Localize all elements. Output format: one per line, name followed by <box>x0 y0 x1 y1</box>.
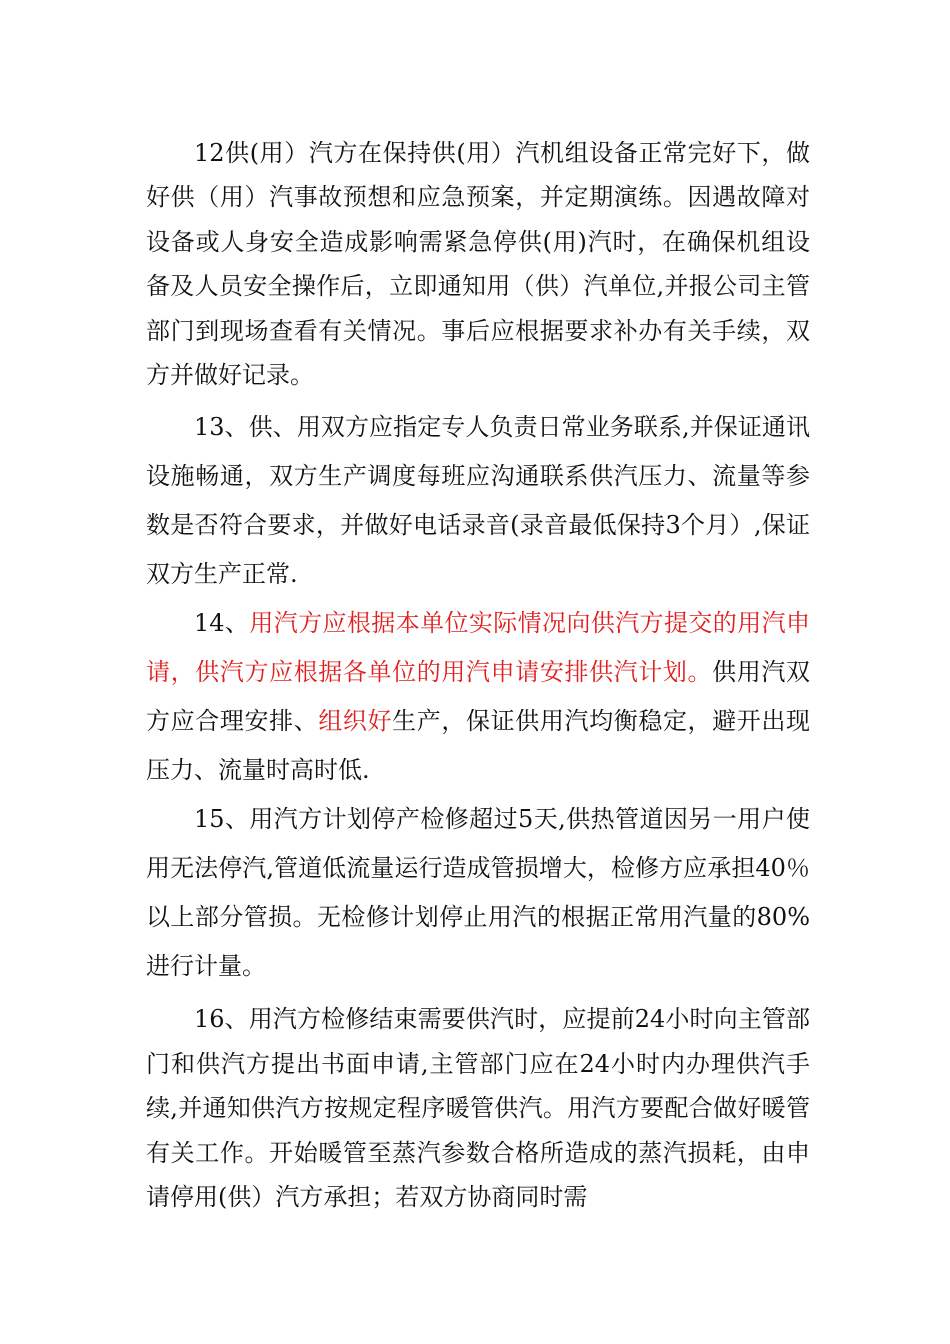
clause-16 <box>146 997 810 1219</box>
clause-12 <box>146 131 810 397</box>
clause-14-text-b: 生产，保证供用汽均衡稳定，避开出现压力、流量时高时低. <box>146 707 811 785</box>
clause-14-text-a: 供用汽双方应合理安排、 <box>146 658 811 736</box>
clause-14-highlight-request: 用汽方应根据本单位实际情况向供汽方提交的用汽申请，供汽方应根据各单位的用汽申请安排供汽计划。 <box>146 609 810 687</box>
clause-12-text: 12供(用）汽方在保持供(用）汽机组设备正常完好下，做好供（用）汽事故预想和应急预案，并定期演练。因遇故障对设备或人身安全造成影响需紧急停供(用)汽时，在确保机组设备及人员安全操作后，立即通知用（供）汽单位,并报公司主管部门到现场查看有关情况。事后应根据要求补办有关手续，双方并做好记录。 <box>146 139 810 390</box>
document-body <box>146 131 810 1219</box>
clause-14 <box>146 599 810 795</box>
clause-15-text: 15、用汽方计划停产检修超过5天,供热管道因另一用户使用无法停汽,管道低流量运行造成管损增大，检修方应承担40％以上部分管损。无检修计划停止用汽的根据正常用汽量的80%进行计量。 <box>146 805 810 981</box>
clause-14-highlight-organize: 组织好 <box>318 707 393 736</box>
clause-16-text: 16、用汽方检修结束需要供汽时，应提前24小时向主管部门和供汽方提出书面申请,主管部门应在24小时内办理供汽手续,并通知供汽方按规定程序暖管供汽。用汽方要配合做好暖管有关工作。开始暖管至蒸汽参数合格所造成的蒸汽损耗，由申请停用(供）汽方承担；若双方协商同时需 <box>146 1005 810 1212</box>
clause-15 <box>146 795 810 991</box>
clause-13-text: 13、供、用双方应指定专人负责日常业务联系,并保证通讯设施畅通，双方生产调度每班应沟通联系供汽压力、流量等参数是否符合要求，并做好电话录音(录音最低保持3个月）,保证双方生产正常. <box>146 413 810 589</box>
clause-13 <box>146 403 810 599</box>
clause-14-number: 14、 <box>194 609 250 638</box>
